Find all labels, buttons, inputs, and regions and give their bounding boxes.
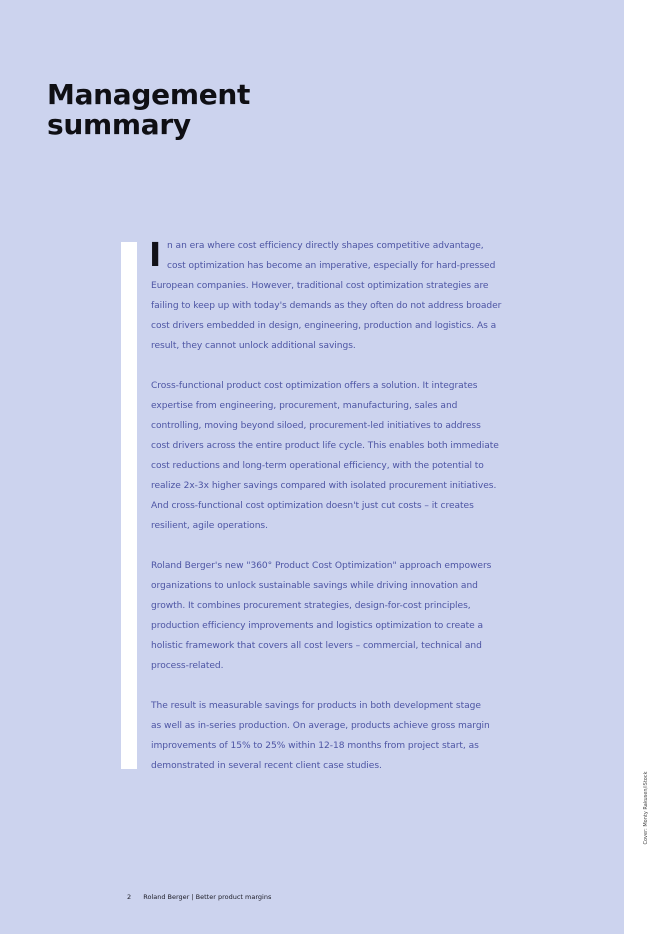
page-number: 2 xyxy=(127,893,132,901)
text-line: organizations to unlock sustainable savings while driving innovation and xyxy=(151,581,478,591)
text-line: expertise from engineering, procurement, manufacturing, sales and xyxy=(151,401,458,411)
decorative-side-bar xyxy=(121,242,137,769)
text-line: cost optimization has become an imperative, especially for hard-pressed xyxy=(167,261,496,271)
paragraph-1 xyxy=(151,236,516,276)
text-line: resilient, agile operations. xyxy=(151,521,268,531)
text-line: improvements of 15% to 25% within 12-18 months from project start, as xyxy=(151,741,479,751)
page-title-line-1: Management xyxy=(47,78,251,111)
drop-cap: I xyxy=(149,235,162,274)
page-title xyxy=(47,80,250,140)
text-line: result, they cannot unlock additional savings. xyxy=(151,341,356,351)
text-line: controlling, moving beyond siloed, procurement-led initiatives to address xyxy=(151,421,481,431)
paragraph-4 xyxy=(151,696,516,776)
text-line: Cross-functional product cost optimization offers a solution. It integrates xyxy=(151,381,478,391)
text-line: failing to keep up with today's demands as they often do not address broader xyxy=(151,301,502,311)
paragraph-3 xyxy=(151,556,516,676)
text-line: The result is measurable savings for products in both development stage xyxy=(151,701,481,711)
text-line: holistic framework that covers all cost levers – commercial, technical and xyxy=(151,641,482,651)
text-line: European companies. However, traditional cost optimization strategies are xyxy=(151,281,489,291)
text-line: growth. It combines procurement strategies, design-for-cost principles, xyxy=(151,601,471,611)
text-line: realize 2x-3x higher savings compared with isolated procurement initiatives. xyxy=(151,481,497,491)
page-footer xyxy=(127,893,271,901)
summary-body xyxy=(151,236,516,796)
text-line: demonstrated in several recent client case studies. xyxy=(151,761,382,771)
text-line: as well as in-series production. On average, products achieve gross margin xyxy=(151,721,490,731)
paragraph-2 xyxy=(151,376,516,536)
photo-credit: Cover: Monty Rakusen/iStock xyxy=(643,771,649,845)
text-line: cost drivers across the entire product life cycle. This enables both immediate xyxy=(151,441,499,451)
text-line: Roland Berger's new "360° Product Cost Optimization" approach empowers xyxy=(151,561,492,571)
text-line: cost reductions and long-term operational efficiency, with the potential to xyxy=(151,461,484,471)
text-line: n an era where cost efficiency directly shapes competitive advantage, xyxy=(167,241,484,251)
text-line: And cross-functional cost optimization doesn't just cut costs – it creates xyxy=(151,501,474,511)
page-title-line-2: summary xyxy=(47,108,191,141)
text-line: production efficiency improvements and logistics optimization to create a xyxy=(151,621,484,631)
text-line: process-related. xyxy=(151,661,224,671)
publication-title: Roland Berger | Better product margins xyxy=(143,893,272,901)
text-line: cost drivers embedded in design, engineering, production and logistics. As a xyxy=(151,321,497,331)
paragraph-1-continued xyxy=(151,276,516,356)
